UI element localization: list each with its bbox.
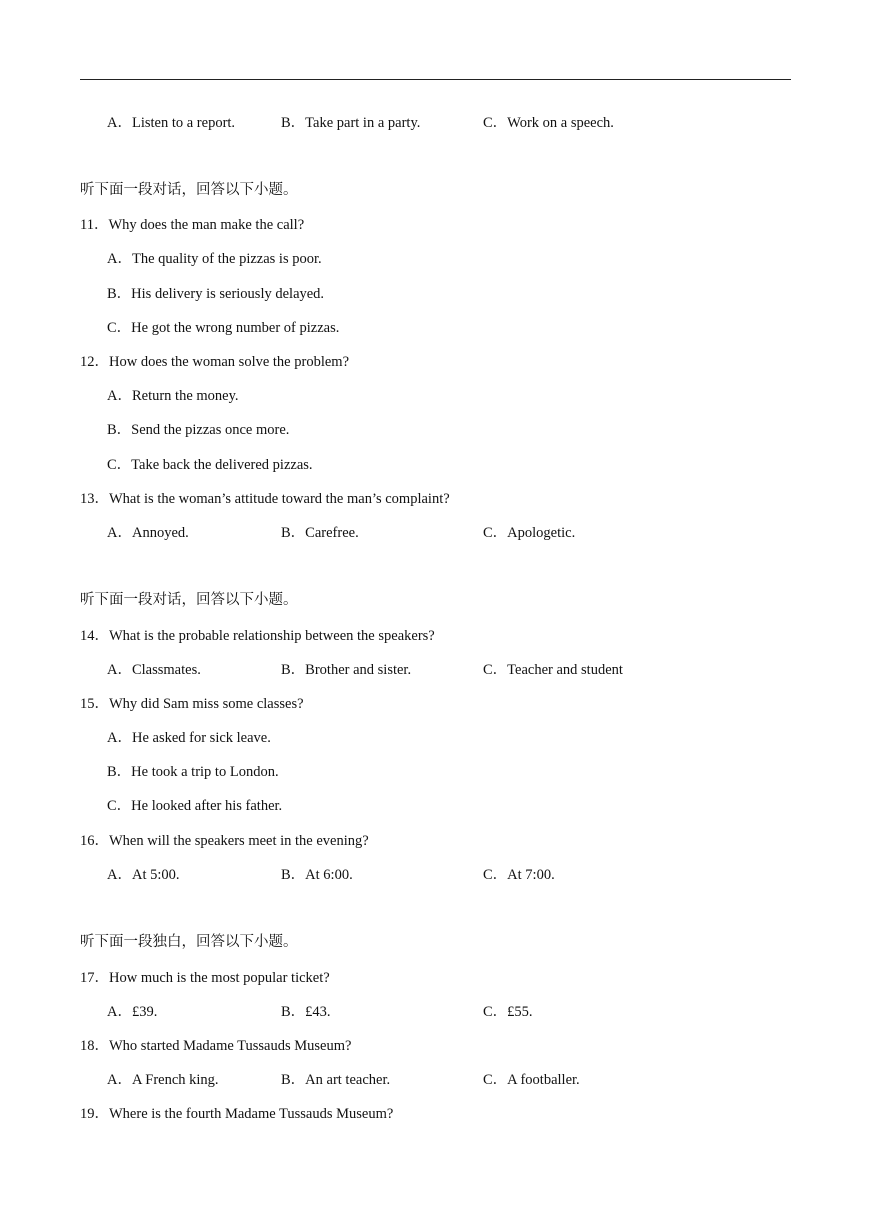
q11-option-b: B．His delivery is seriously delayed.: [107, 286, 325, 302]
q13-option-a: A．Annoyed.: [107, 525, 189, 541]
option-a: A．Listen to a report.: [107, 115, 236, 131]
option-c: C．Work on a speech.: [483, 115, 614, 131]
question-15: 15．Why did Sam miss some classes?: [80, 696, 304, 712]
q11-option-c: C．He got the wrong number of pizzas.: [107, 320, 340, 336]
question-13: 13．What is the woman’s attitude toward the man’s complaint?: [80, 491, 450, 507]
q17-option-a: A．£39.: [107, 1004, 158, 1020]
q16-option-a: A．At 5:00.: [107, 867, 180, 883]
section-intro: 听下面一段对话，回答以下小题。: [80, 592, 298, 608]
q18-option-c: C．A footballer.: [483, 1072, 580, 1088]
q12-option-c: C．Take back the delivered pizzas.: [107, 457, 313, 473]
section-intro: 听下面一段独白，回答以下小题。: [80, 934, 298, 950]
q12-option-b: B．Send the pizzas once more.: [107, 422, 290, 438]
q11-option-a: A．The quality of the pizzas is poor.: [107, 251, 322, 267]
q15-option-a: A．He asked for sick leave.: [107, 730, 271, 746]
q17-option-b: B．£43.: [281, 1004, 331, 1020]
question-11: 11．Why does the man make the call?: [80, 217, 305, 233]
q15-option-b: B．He took a trip to London.: [107, 764, 279, 780]
q15-option-c: C．He looked after his father.: [107, 798, 283, 814]
q14-option-a: A．Classmates.: [107, 662, 201, 678]
q13-option-c: C．Apologetic.: [483, 525, 576, 541]
q16-option-c: C．At 7:00.: [483, 867, 555, 883]
header-rule: [80, 79, 791, 80]
question-12: 12．How does the woman solve the problem?: [80, 354, 350, 370]
q13-option-b: B．Carefree.: [281, 525, 359, 541]
question-14: 14．What is the probable relationship between the speakers?: [80, 628, 435, 644]
q14-option-c: C．Teacher and student: [483, 662, 623, 678]
option-b: B．Take part in a party.: [281, 115, 421, 131]
q18-option-a: A．A French king.: [107, 1072, 219, 1088]
q12-option-a: A．Return the money.: [107, 388, 239, 404]
question-17: 17．How much is the most popular ticket?: [80, 970, 330, 986]
q18-option-b: B．An art teacher.: [281, 1072, 391, 1088]
section-intro: 听下面一段对话，回答以下小题。: [80, 182, 298, 198]
q14-option-b: B．Brother and sister.: [281, 662, 412, 678]
question-16: 16．When will the speakers meet in the evening?: [80, 833, 369, 849]
question-18: 18．Who started Madame Tussauds Museum?: [80, 1038, 352, 1054]
question-19: 19．Where is the fourth Madame Tussauds Museum?: [80, 1106, 394, 1122]
q16-option-b: B．At 6:00.: [281, 867, 353, 883]
q17-option-c: C．£55.: [483, 1004, 533, 1020]
